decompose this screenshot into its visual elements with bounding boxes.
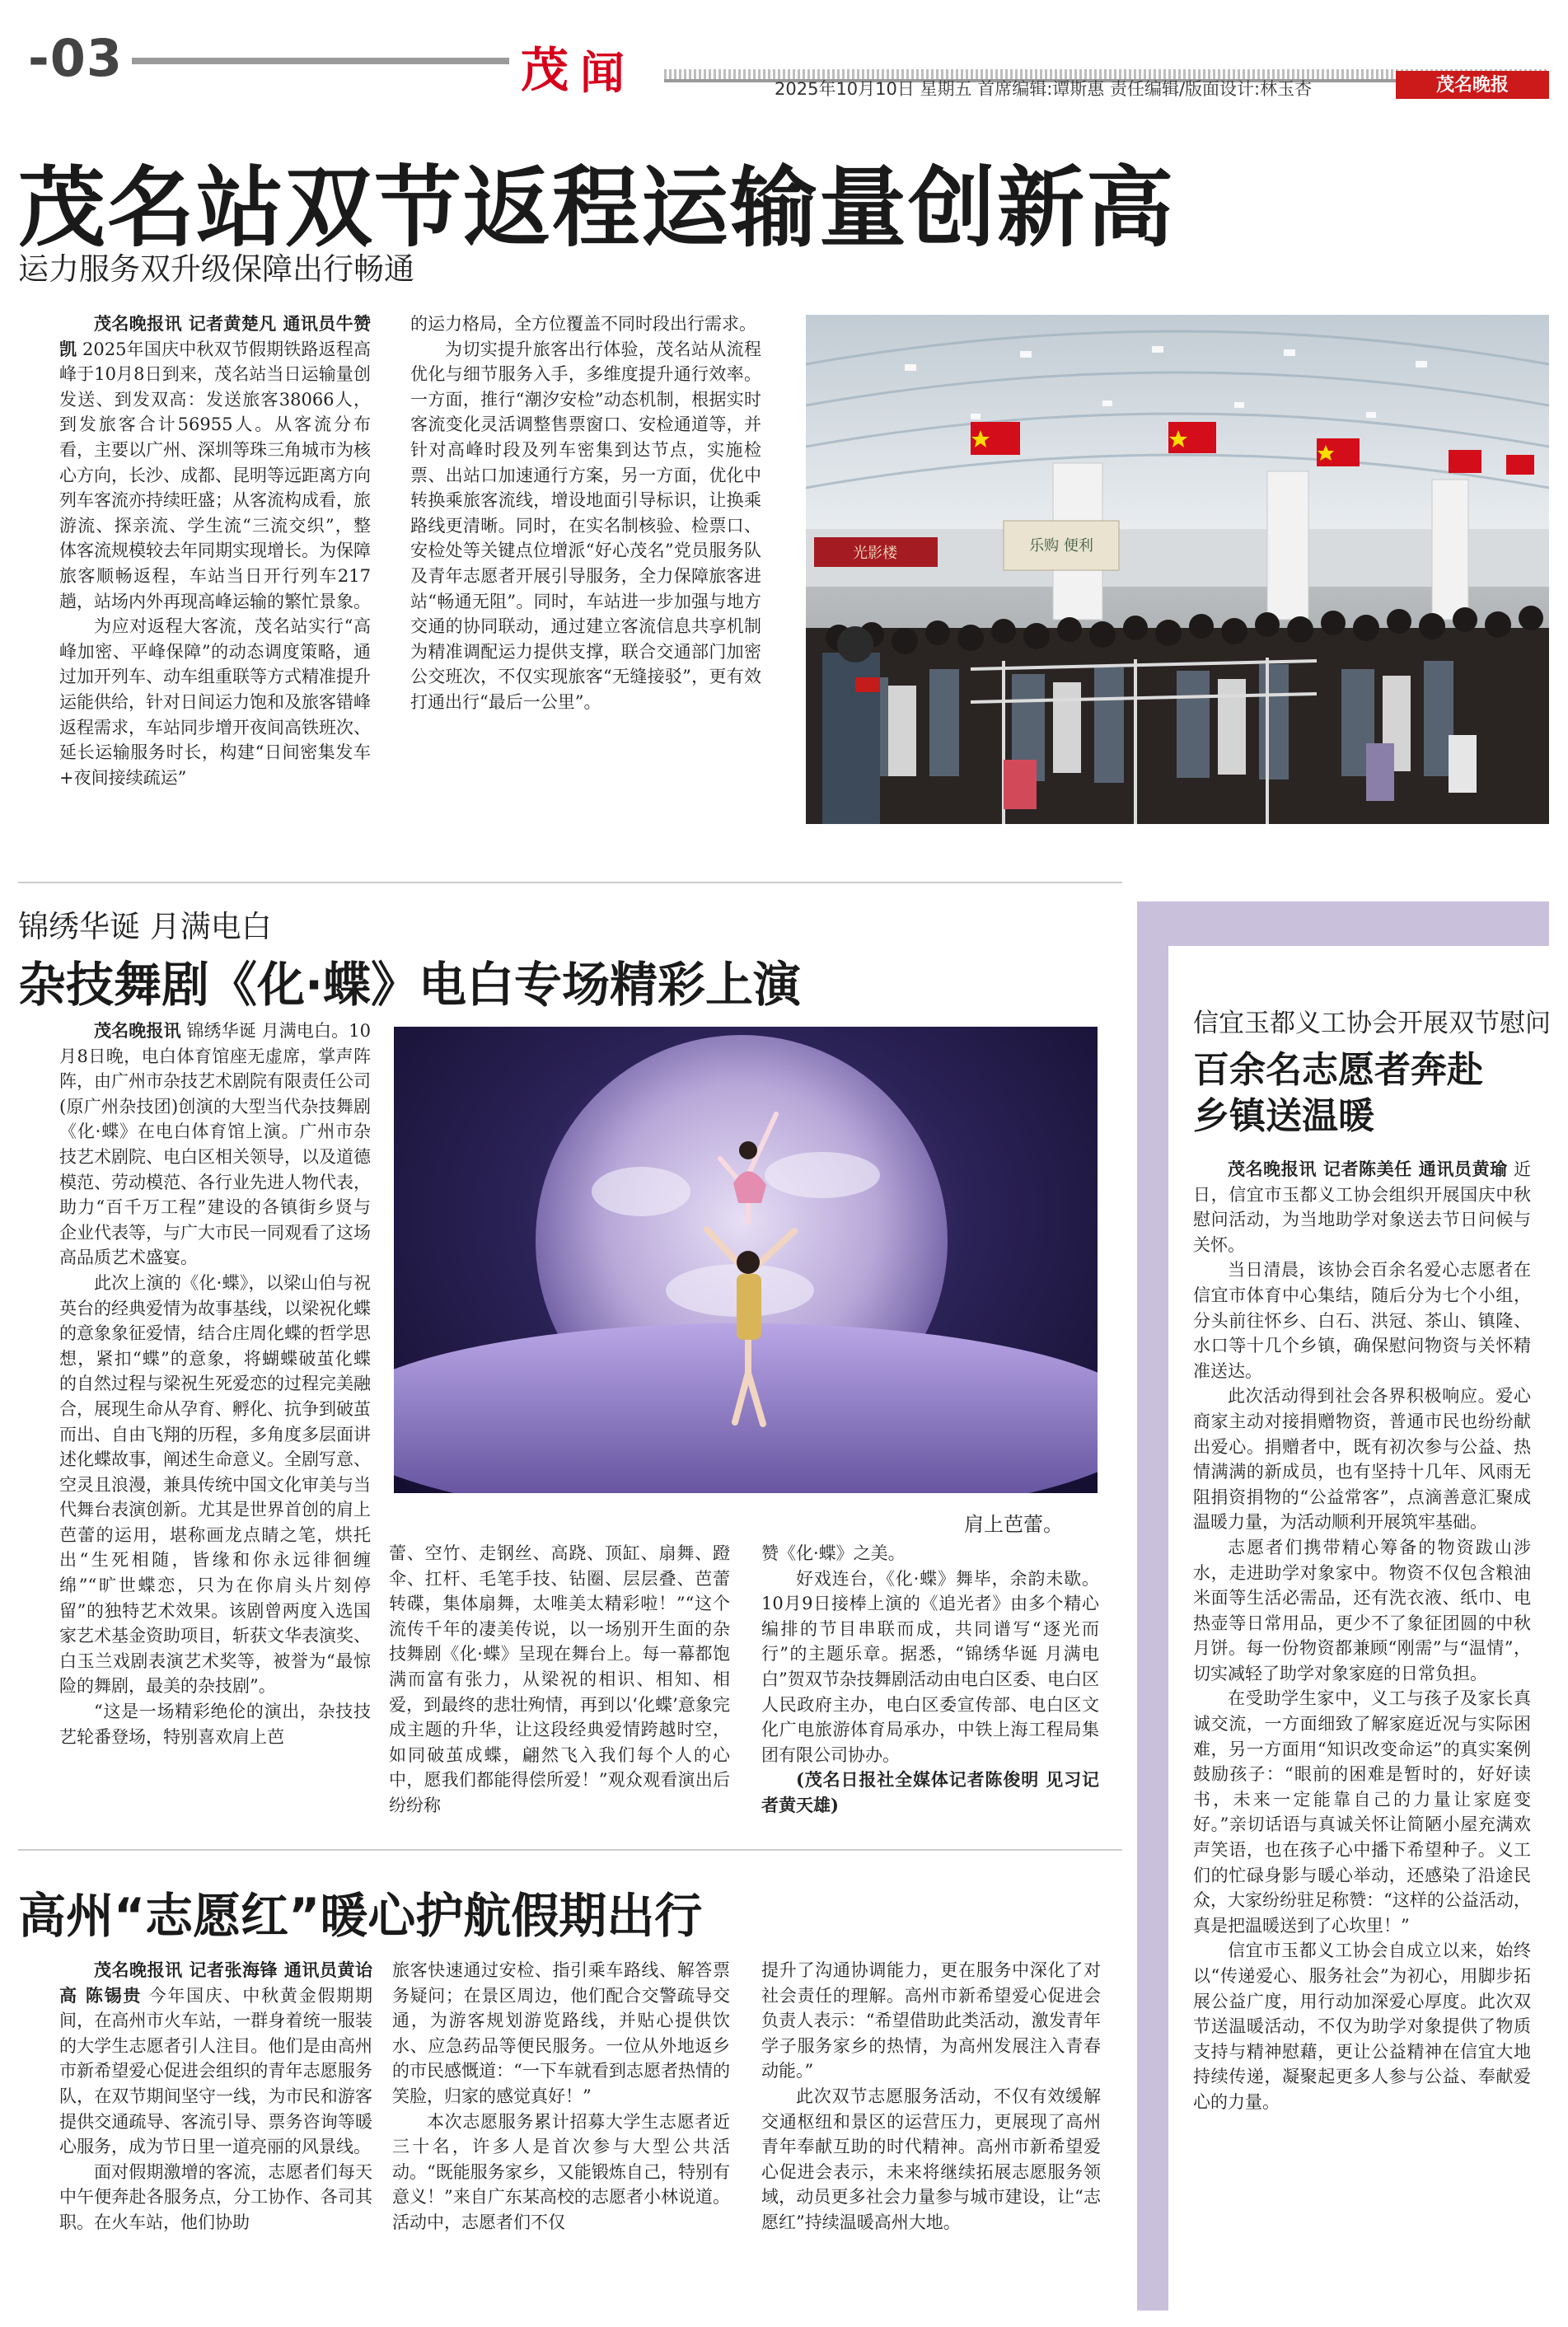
section-rule-2 (18, 882, 1122, 883)
page-number: -03 (28, 28, 124, 88)
section-badge (521, 31, 628, 99)
lead-byline: 茂名晚报讯 记者黄楚凡 通讯员牛赞凯 (59, 313, 371, 359)
story2-column-3 (761, 1541, 1099, 1838)
sidebar-headline-line-2: 乡镇送温暖 (1193, 1095, 1374, 1137)
story3-column-3 (761, 1958, 1101, 2312)
lead-paragraph-2-cont: 的运力格局，全方位覆盖不同时段出行需求。 (410, 314, 756, 334)
station-shop-sign-1: 光影楼 (853, 545, 897, 562)
lead-column-2 (410, 311, 761, 836)
story2-paragraph-3: “这是一场精彩绝伦的演出，杂技技艺轮番登场，特别喜欢肩上芭 (59, 1702, 371, 1747)
sidebar-paragraph-1: 近日，信宜市玉都义工协会组织开展国庆中秋慰问活动，为当地助学对象送去节日问候与关怀。 (1193, 1159, 1531, 1255)
header-info: 2025年10月10日 星期五 首席编辑:谭斯惠 责任编辑/版面设计:林玉杏 (775, 79, 1313, 99)
lead-paragraph-3: 为切实提升旅客出行体验，茂名站从流程优化与细节服务入手，多维度提升通行效率。一方面，推行“潮汐安检”动态机制，根据实时客流变化灵活调整售票窗口、安检通道等，并针对高峰时段及列车密集到达节点，实施检票、出站口加速通行方案，另一方面，优化中转换乘旅客流线，增设地面引导标识，让换乘路线更清晰。同时，在实名制核验、检票口、安检处等关键点位增派“好心茂名”党员服务队及青年志愿者开展引导服务，全力保障旅客进站“畅通无阻”。同时，车站进一步加强与地方交通的协同联动，通过建立客流信息共享机制为精准调配运力提供支撑，联合交通部门加密公交班次，不仅实现旅客“无缝接驳”，更有效打通出行“最后一公里”。 (410, 339, 761, 712)
story3-paragraph-2: 面对假期激增的客流，志愿者们每天中午便奔赴各服务点，分工协作、各司其职。在火车站，他们协助 (59, 2161, 372, 2232)
lead-paragraph-2: 为应对返程大客流，茂名站实行“高峰加密、平峰保障”的动态调度策略，通过加开列车、动车组重联等方式精准提升运能供给，针对日间运力饱和及旅客错峰返程需求，车站同步增开夜间高铁班次、延长运输服务时长，构建“日间密集发车+夜间接续疏运” (59, 616, 371, 788)
section-char-2: 闻 (580, 46, 625, 99)
sidebar-paragraph-2: 当日清晨，该协会百余名爱心志愿者在信宜市体育中心集结，随后分为七个小组，分头前往怀乡、白石、洪冠、茶山、镇隆、水口等十几个乡镇，确保慰问物资与关怀精准送达。 (1193, 1260, 1531, 1381)
story2-byline: 茂名晚报讯 (94, 1020, 181, 1041)
station-shop-sign-2: 乐购 便利 (1029, 537, 1093, 555)
station-photo (806, 315, 1549, 824)
story3-headline: 高州“志愿红”暖心护航假期出行 (18, 1888, 703, 1944)
dance-photo (394, 1027, 1098, 1493)
story3-byline: 茂名晚报讯 记者张海锋 通讯员黄诒高 陈锡贵 (59, 1959, 372, 2006)
lead-column-1 (59, 311, 371, 836)
story2-paragraph-4: 好戏连台，《化·蝶》舞毕，余韵未歇。10月9日接棒上演的《追光者》由多个精心编排的节目串联而成，共同谱写“逐光而行”的主题乐章。据悉，“锦绣华诞 月满电白”贺双节杂技舞剧活动由电白区委、电白区人民政府主办，电白区委宣传部、电白区文化广电旅游体育局承办，中铁上海工程局集团有限公司协办。 (761, 1568, 1099, 1765)
section-rule-3 (18, 1849, 1122, 1851)
story3-paragraph-4: 此次双节志愿服务活动，不仅有效缓解交通枢纽和景区的运营压力，更展现了高州青年奉献互助的时代精神。高州市新希望爱心促进会表示，未来将继续拓展志愿服务领域，动员更多社会力量参与城市建设，让“志愿红”持续温暖高州大地。 (761, 2086, 1101, 2232)
newspaper-logo: 茂名晚报 (1396, 71, 1549, 99)
story3-column-2 (392, 1958, 730, 2312)
sidebar-byline: 茂名晚报讯 记者陈美任 通讯员黄瑜 (1228, 1159, 1508, 1179)
story2-paragraph-2: 此次上演的《化·蝶》，以梁山伯与祝英台的经典爱情为故事基线，以梁祝化蝶的意象象征爱情，结合庄周化蝶的哲学思想，紧扣“蝶”的意象，将蝴蝶破茧化蝶的自然过程与梁祝生死爱恋的过程完美融合，展现生命从孕育、孵化、抗争到破茧而出、自由飞翔的历程，多角度多层面讲述化蝶故事，阐述生命意义。全剧写意、空灵且浪漫，兼具传统中国文化审美与当代舞台表演创新。尤其是世界首创的肩上芭蕾的运用，堪称画龙点睛之笔，烘托出“生死相随，皆缘和你永远徘徊缠绵”“旷世蝶恋，只为在你肩头片刻停留”的独特艺术效果。该剧曾两度入选国家艺术基金资助项目，斩获文华表演奖、白玉兰戏剧表演艺术奖等，被誉为“最惊险的舞剧，最美的杂技剧”。 (59, 1272, 371, 1697)
sidebar-kicker: 信宜玉都义工协会开展双节慰问 (1193, 1009, 1551, 1038)
story3-column-1 (59, 1958, 372, 2312)
lead-headline: 茂名站双节返程运输量创新高 (18, 156, 1175, 259)
story2-paragraph-1: 锦绣华诞 月满电白。10月8日晚，电白体育馆座无虚席，掌声阵阵，由广州市杂技艺术剧院有限责任公司(原广州杂技团)创演的大型当代杂技舞剧《化·蝶》在电白体育馆上演。广州市杂技艺术剧院、电白区相关领导，以及道德模范、劳动模范、各行业先进人物代表，助力“百千万工程”建设的各镇街乡贤与企业代表等，与广大市民一同观看了这场高品质艺术盛宴。 (59, 1021, 371, 1268)
sidebar-paragraph-4: 志愿者们携带精心筹备的物资跋山涉水，走进助学对象家中。物资不仅包含粮油米面等生活必需品，还有洗衣液、纸巾、电热壶等日常用品，更少不了象征团圆的中秋月饼。每一份物资都兼顾“刚需”与“温情”，切实减轻了助学对象家庭的日常负担。 (1193, 1537, 1531, 1683)
story2-column-1 (59, 1018, 371, 1842)
section-char-1: 茂 (521, 42, 569, 98)
dance-photo-caption: 肩上芭蕾。 (964, 1513, 1063, 1536)
story3-paragraph-1: 今年国庆、中秋黄金假期期间，在高州市火车站，一群身着统一服装的大学生志愿者引人注目。他们是由高州市新希望爱心促进会组织的青年志愿服务队，在双节期间坚守一线，为市民和游客提供交通疏导、客流引导、票务咨询等暖心服务，成为节日里一道亮丽的风景线。 (59, 1985, 372, 2157)
story3-paragraph-3: 本次志愿服务累计招募大学生志愿者近三十名，许多人是首次参与大型公共活动。“既能服务家乡，又能锻炼自己，特别有意义！”来自广东某高校的志愿者小林说道。活动中，志愿者们不仅 (392, 2111, 730, 2232)
story3-paragraph-3-cont: 提升了沟通协调能力，更在服务中深化了对社会责任的理解。高州市新希望爱心促进会负责人表示：“希望借助此类活动，激发青年学子服务家乡的热情，为高州发展注入青春动能。” (761, 1960, 1101, 2081)
story2-paragraph-3-end: 赞《化·蝶》之美。 (761, 1543, 906, 1563)
sidebar-headline-line-1: 百余名志愿者奔赴 (1193, 1049, 1483, 1091)
story2-column-2 (389, 1541, 730, 1838)
story2-credit: (茂名日报社全媒体记者陈俊明 见习记者黄天雄) (761, 1769, 1099, 1815)
story2-paragraph-3-cont: 蕾、空竹、走钢丝、高跷、顶缸、扇舞、蹬伞、扛杆、毛笔手技、钻圈、层层叠、芭蕾转碟，集体扇舞，太唯美太精彩啦！”“这个流传千年的凄美传说，以一场别开生面的杂技舞剧《化·蝶》呈现在舞台上。每一幕都饱满而富有张力，从梁祝的相识、相知、相爱，到最终的悲壮殉情，再到以‘化蝶’意象完成主题的升华，让这段经典爱情跨越时空，如同破茧成蝶，翩然飞入我们每个人的心中，愿我们都能得偿所爱！”观众观看演出后纷纷称 (389, 1543, 730, 1815)
sidebar-paragraph-6: 信宜市玉都义工协会自成立以来，始终以“传递爱心、服务社会”为初心，用脚步拓展公益广度，用行动加深爱心厚度。此次双节送温暖活动，不仅为助学对象提供了物质支持与精神慰藉，更让公益精神在信宜大地持续传递，凝聚起更多人参与公益、奉献爱心的力量。 (1193, 1941, 1531, 2112)
lead-subheadline: 运力服务双升级保障出行畅通 (18, 251, 414, 287)
header-rule-left (132, 58, 509, 64)
lead-paragraph-1: 2025年国庆中秋双节假期铁路返程高峰于10月8日到来，茂名站当日运输量创发送、到发双高：发送旅客38066人，到发旅客合计56955人。从客流分布看，主要以广州、深圳等珠三角城市为核心方向，长沙、成都、昆明等远距离方向列车客流亦持续旺盛；从客流构成看，旅游流、探亲流、学生流“三流交织”，整体客流规模较去年同期实现增长。为保障旅客顺畅返程，车站当日开行列车217趟，站场内外再现高峰运输的繁忙景象。 (59, 339, 371, 611)
story2-kicker: 锦绣华诞 月满电白 (18, 909, 272, 944)
story3-paragraph-2-cont: 旅客快速通过安检、指引乘车路线、解答票务疑问；在景区周边，他们配合交警疏导交通，为游客规划游览路线，并贴心提供饮水、应急药品等便民服务。一位从外地返乡的市民感慨道：“一下车就看到志愿者热情的笑脸，归家的感觉真好！” (392, 1960, 730, 2106)
sidebar-body (1193, 1157, 1531, 2294)
station-photo-illustration (806, 315, 1549, 824)
sidebar-paragraph-3: 此次活动得到社会各界积极响应。爱心商家主动对接捐赠物资，普通市民也纷纷献出爱心。捐赠者中，既有初次参与公益、热情满满的新成员，也有坚持十几年、风雨无阻捐资捐物的“公益常客”，点滴善意汇聚成温暖力量，为活动顺利开展筑牢基础。 (1193, 1386, 1531, 1533)
story2-headline: 杂技舞剧《化·蝶》电白专场精彩上演 (18, 957, 802, 1013)
dance-photo-illustration (394, 1027, 1098, 1493)
sidebar-paragraph-5: 在受助学生家中，义工与孩子及家长真诚交流，一方面细致了解家庭近况与实际困难，另一方面用“知识改变命运”的真实案例鼓励孩子：“眼前的困难是暂时的，好好读书，未来一定能靠自己的力量让家庭变好。”亲切话语与真诚关怀让简陋小屋充满欢声笑语，也在孩子心中播下希望种子。义工们的忙碌身影与暖心举动，还感染了沿途民众，大家纷纷驻足称赞：“这样的公益活动，真是把温暖送到了心坎里！” (1193, 1688, 1531, 1936)
